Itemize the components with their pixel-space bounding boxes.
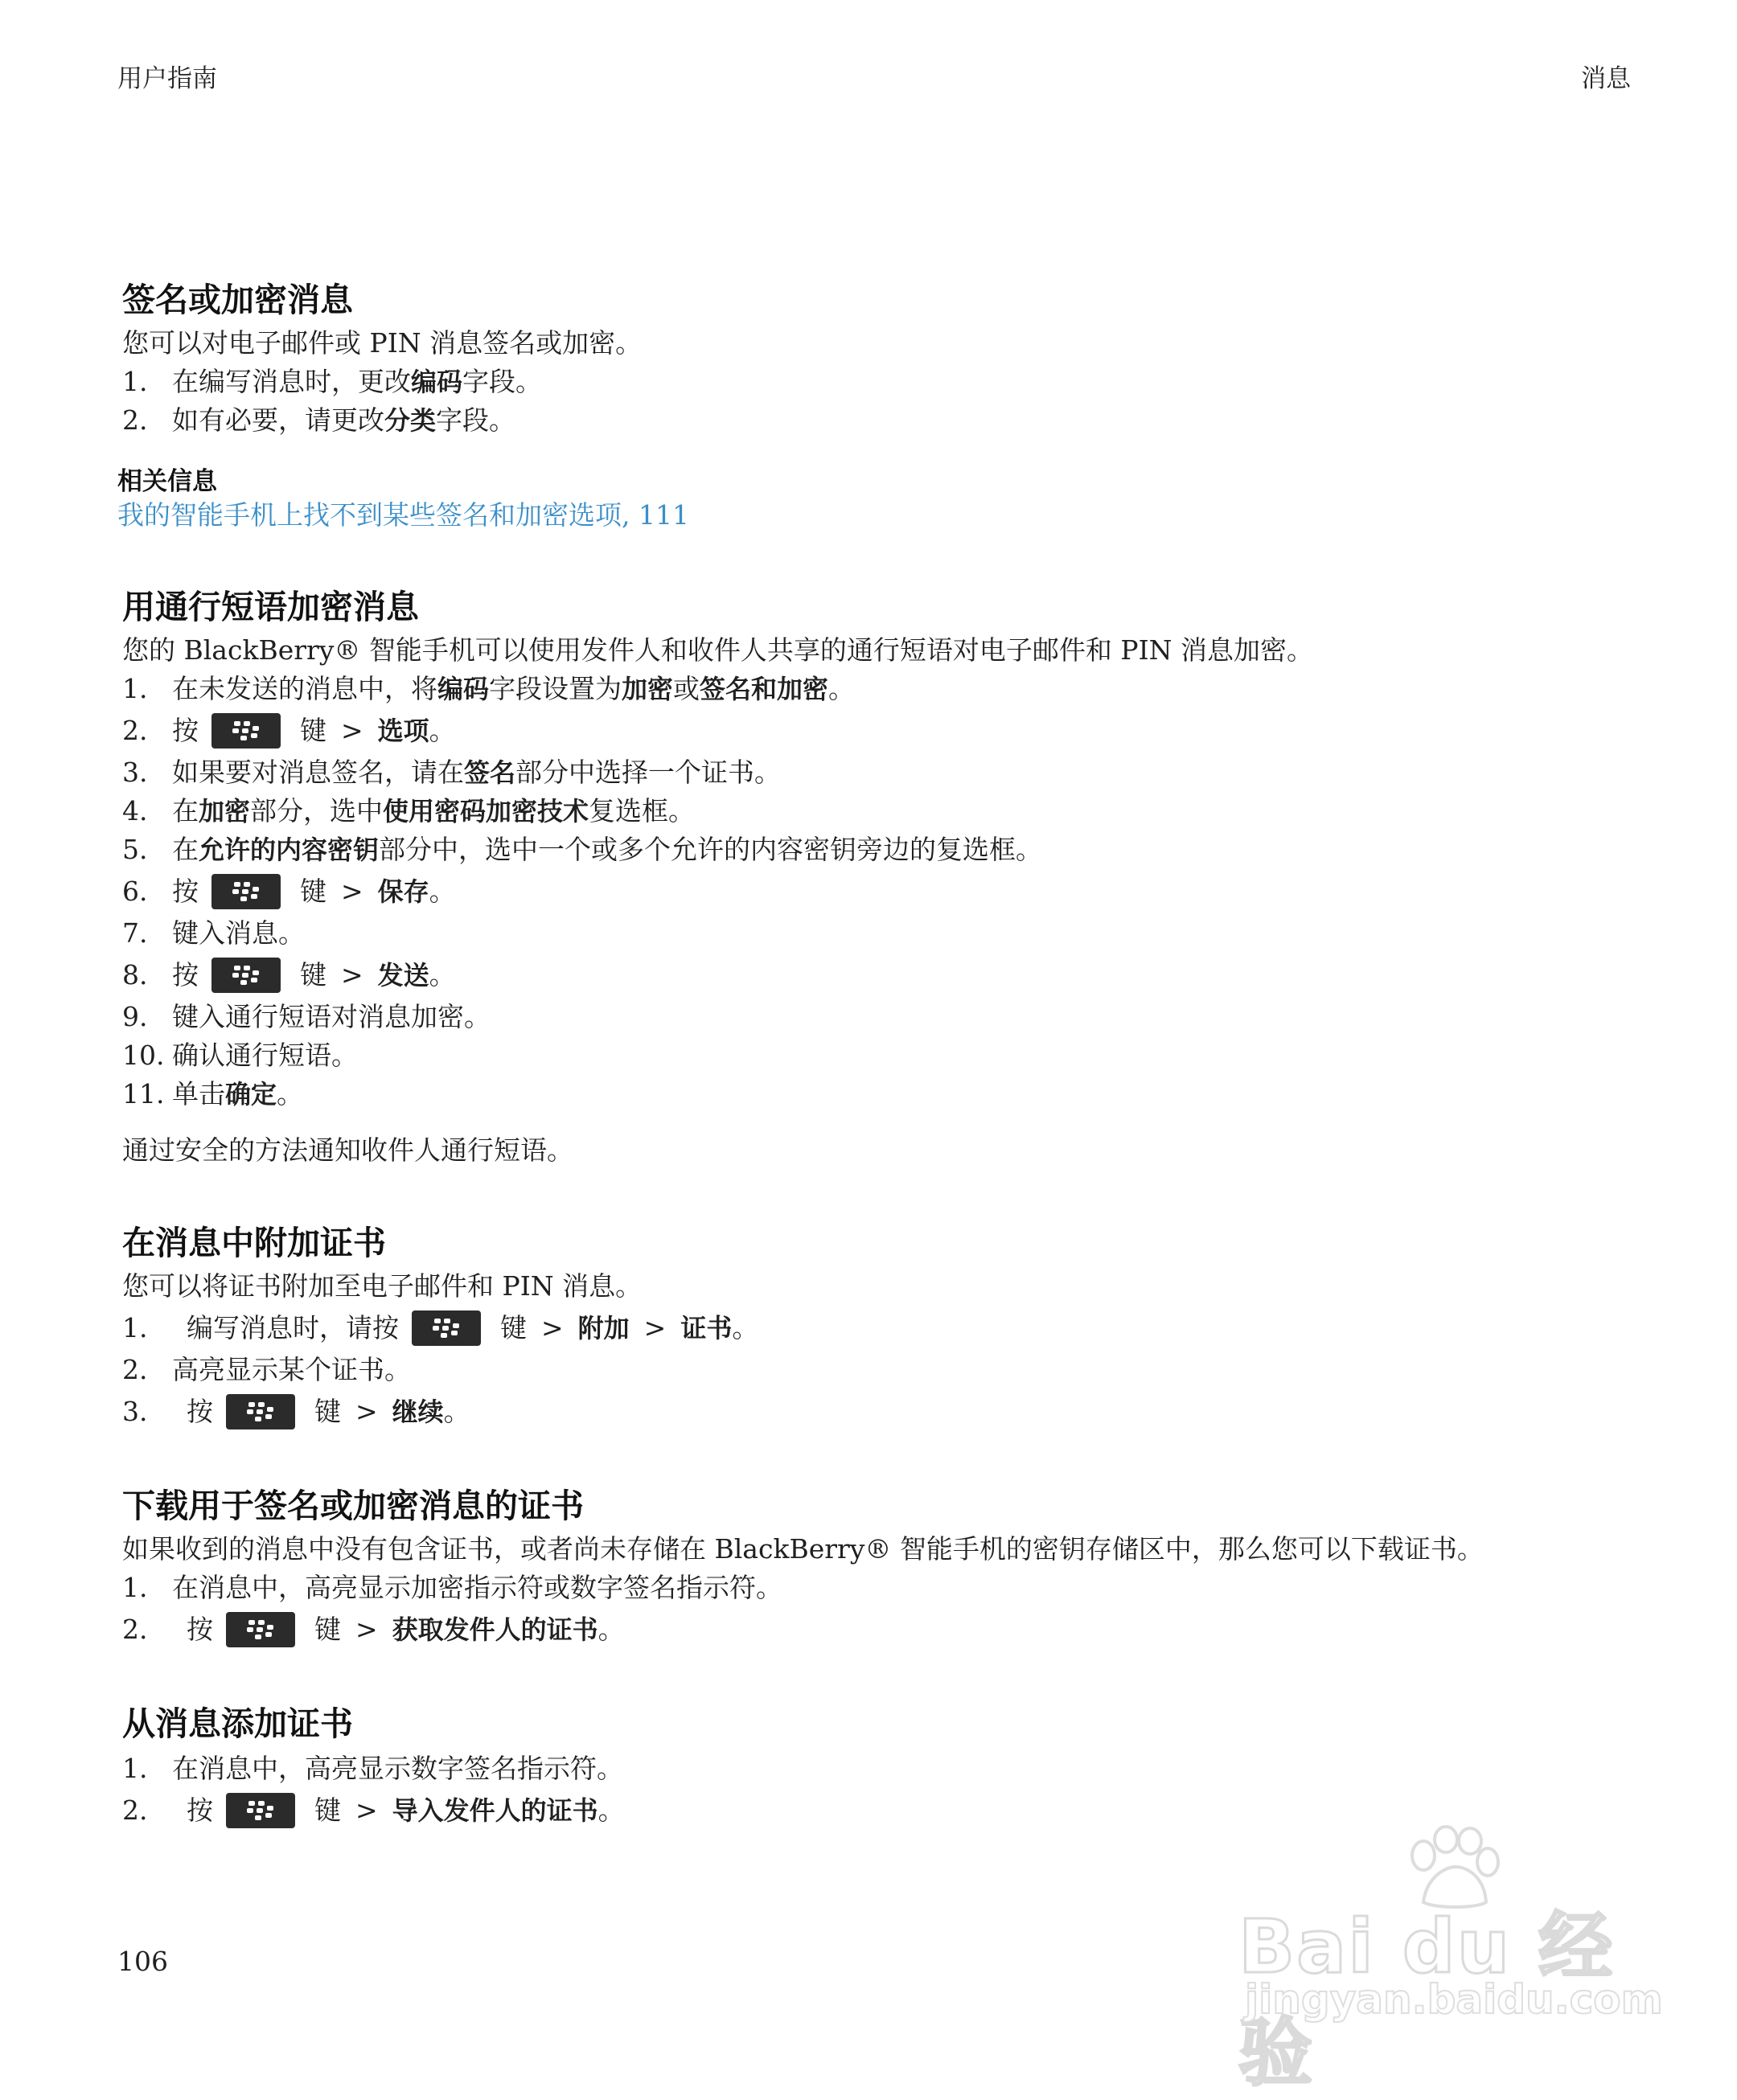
step-item (122, 998, 1650, 1036)
step-text: 复选框。 (589, 795, 696, 826)
baidu-watermark (1238, 1825, 1663, 2096)
step-number: 1. (122, 1753, 148, 1784)
step-number: 1. (122, 673, 148, 704)
step-number: 3. (122, 757, 148, 788)
step-text: 键入消息。 (172, 917, 305, 949)
section-intro: 如果收到的消息中没有包含证书，或者尚未存储在 BlackBerry® 智能手机的密钥存储区中，那么您可以下载证书。 (122, 1533, 1484, 1565)
step-text: 。 (732, 1312, 759, 1343)
section-name: 允许的内容密钥 (199, 835, 380, 865)
blackberry-menu-key-icon (226, 1793, 295, 1828)
step-text: 。 (429, 715, 456, 746)
step-number: 2. (122, 715, 148, 746)
step-text: 按 (172, 959, 199, 991)
watermark-url: jingyan.baidu.com (1245, 1976, 1663, 2023)
step-text: 键入通行短语对消息加密。 (172, 1001, 491, 1032)
step-item (122, 914, 1650, 953)
blackberry-menu-key-icon (412, 1310, 481, 1346)
field-name-encoding: 编码 (411, 367, 463, 397)
step-number: 1. (122, 1572, 148, 1603)
related-info-link[interactable]: 我的智能手机上找不到某些签名和加密选项, 111 (117, 499, 689, 531)
section-name: 加密 (199, 796, 251, 826)
menu-item-name: 附加 (577, 1313, 630, 1343)
step-item (122, 1307, 1650, 1349)
option-name: 签名和加密 (700, 674, 829, 704)
step-item (122, 1391, 1650, 1433)
step-text: 如果要对消息签名，请在 (172, 757, 464, 788)
step-text: 部分，选中 (250, 795, 384, 826)
step-item (122, 1609, 1650, 1651)
step-item (122, 954, 1650, 996)
step-text: 按 (187, 1396, 213, 1427)
menu-separator: > (643, 1312, 667, 1343)
page-number: 106 (117, 1946, 168, 1977)
blackberry-menu-key-icon (211, 874, 281, 909)
menu-item-name: 选项 (377, 716, 429, 746)
step-text: 字段设置为 (489, 673, 622, 704)
menu-separator: > (341, 876, 363, 907)
step-text: 。 (277, 1078, 304, 1109)
section-passphrase-encrypt (122, 580, 1650, 1170)
key-word: 键 (300, 715, 326, 746)
step-text: 高亮显示某个证书。 (172, 1354, 411, 1385)
step-item (122, 1075, 1650, 1114)
key-word: 键 (300, 876, 326, 907)
step-text: 按 (172, 876, 199, 907)
step-number: 1. (122, 366, 148, 397)
section-sign-or-encrypt (117, 273, 1650, 534)
watermark-brand: Bai du 经验 (1238, 1904, 1615, 2096)
menu-separator: > (541, 1312, 564, 1343)
step-text: 部分中，选中一个或多个允许的内容密钥旁边的复选框。 (379, 834, 1043, 865)
step-number: 10. (122, 1040, 165, 1071)
related-info-label: 相关信息 (117, 467, 217, 496)
step-text: 。 (597, 1614, 625, 1645)
key-word: 键 (300, 959, 326, 991)
menu-separator: > (341, 715, 363, 746)
step-text: 如有必要，请更改 (172, 404, 384, 436)
menu-item-name: 获取发件人的证书 (392, 1614, 598, 1645)
step-item (122, 1351, 1650, 1389)
step-number: 8. (122, 959, 148, 991)
menu-separator: > (355, 1794, 378, 1826)
step-number: 6. (122, 876, 148, 907)
step-item (122, 792, 1650, 831)
step-text: 单击 (172, 1078, 225, 1109)
step-text: 部分中选择一个证书。 (515, 757, 782, 788)
step-number: 2. (122, 1794, 148, 1826)
running-header-left: 用户指南 (117, 64, 217, 93)
menu-separator: > (341, 959, 363, 991)
blackberry-menu-key-icon (226, 1394, 295, 1429)
step-text: 。 (828, 673, 856, 704)
step-text: 字段。 (462, 366, 543, 397)
section-title: 从消息添加证书 (122, 1704, 353, 1743)
section-add-certificate (122, 1697, 1650, 1831)
section-title: 在消息中附加证书 (122, 1224, 386, 1262)
menu-item-name: 发送 (377, 960, 429, 991)
menu-item-name: 保存 (377, 876, 429, 907)
step-number: 2. (122, 404, 148, 436)
step-list (122, 1569, 1650, 1651)
key-word: 键 (500, 1312, 527, 1343)
step-text: 在编写消息时，更改 (172, 366, 411, 397)
key-word: 键 (314, 1396, 341, 1427)
step-item (122, 1569, 1650, 1607)
running-header-right: 消息 (1581, 64, 1631, 93)
section-note: 通过安全的方法通知收件人通行短语。 (122, 1134, 573, 1166)
page-content (117, 273, 1650, 1878)
step-item (122, 871, 1650, 913)
step-item (122, 710, 1650, 752)
section-title: 下载用于签名或加密消息的证书 (122, 1487, 584, 1525)
button-name: 确定 (225, 1079, 277, 1109)
section-intro: 您可以将证书附加至电子邮件和 PIN 消息。 (122, 1270, 643, 1302)
step-list (122, 1749, 1650, 1831)
step-number: 4. (122, 795, 148, 826)
step-item (122, 753, 1650, 792)
step-text: 。 (443, 1396, 470, 1427)
step-text: 按 (172, 715, 199, 746)
step-text: 在 (172, 834, 199, 865)
menu-item-name: 继续 (392, 1397, 444, 1427)
step-number: 1. (122, 1312, 148, 1343)
menu-separator: > (355, 1396, 378, 1427)
step-text: 在消息中，高亮显示数字签名指示符。 (172, 1753, 623, 1784)
step-number: 7. (122, 917, 148, 949)
step-item (122, 670, 1650, 708)
step-item (122, 1036, 1650, 1075)
step-item (122, 831, 1650, 869)
step-text: 确认通行短语。 (172, 1040, 358, 1071)
blackberry-menu-key-icon (211, 958, 281, 993)
key-word: 键 (314, 1614, 341, 1645)
step-number: 9. (122, 1001, 148, 1032)
section-title: 签名或加密消息 (122, 281, 353, 319)
section-attach-certificate (122, 1216, 1650, 1433)
field-name: 编码 (437, 674, 490, 704)
checkbox-name: 使用密码加密技术 (383, 796, 589, 826)
step-text: 在未发送的消息中，将 (172, 673, 437, 704)
option-name: 加密 (622, 674, 674, 704)
step-number: 2. (122, 1614, 148, 1645)
section-name: 签名 (464, 757, 516, 788)
step-number: 5. (122, 834, 148, 865)
step-text: 字段。 (436, 404, 516, 436)
step-text: 按 (187, 1614, 213, 1645)
key-word: 键 (314, 1794, 341, 1826)
section-title: 用通行短语加密消息 (122, 588, 419, 626)
menu-item-name: 导入发件人的证书 (392, 1795, 598, 1826)
step-text: 。 (597, 1794, 625, 1826)
step-number: 3. (122, 1396, 148, 1427)
menu-item-name: 证书 (680, 1313, 733, 1343)
step-item (122, 1749, 1650, 1788)
step-item (122, 363, 1650, 401)
step-number: 11. (122, 1078, 165, 1109)
step-item (122, 401, 1650, 440)
blackberry-menu-key-icon (211, 713, 281, 749)
step-text: 。 (429, 876, 456, 907)
section-intro: 您可以对电子邮件或 PIN 消息签名或加密。 (122, 327, 643, 359)
menu-separator: > (355, 1614, 378, 1645)
section-intro: 您的 BlackBerry® 智能手机可以使用发件人和收件人共享的通行短语对电子邮件和 PIN 消息加密。 (122, 634, 1314, 666)
step-text: 或 (673, 673, 700, 704)
blackberry-menu-key-icon (226, 1612, 295, 1647)
step-text: 。 (429, 959, 456, 991)
step-text: 在 (172, 795, 199, 826)
step-text: 编写消息时，请按 (187, 1312, 399, 1343)
field-name-classification: 分类 (384, 405, 437, 436)
step-number: 2. (122, 1354, 148, 1385)
section-download-certificate (122, 1479, 1650, 1651)
step-text: 按 (187, 1794, 213, 1826)
step-list (122, 1307, 1650, 1433)
step-list (122, 363, 1650, 440)
step-text: 在消息中，高亮显示加密指示符或数字签名指示符。 (172, 1572, 782, 1603)
step-list (122, 670, 1650, 1114)
